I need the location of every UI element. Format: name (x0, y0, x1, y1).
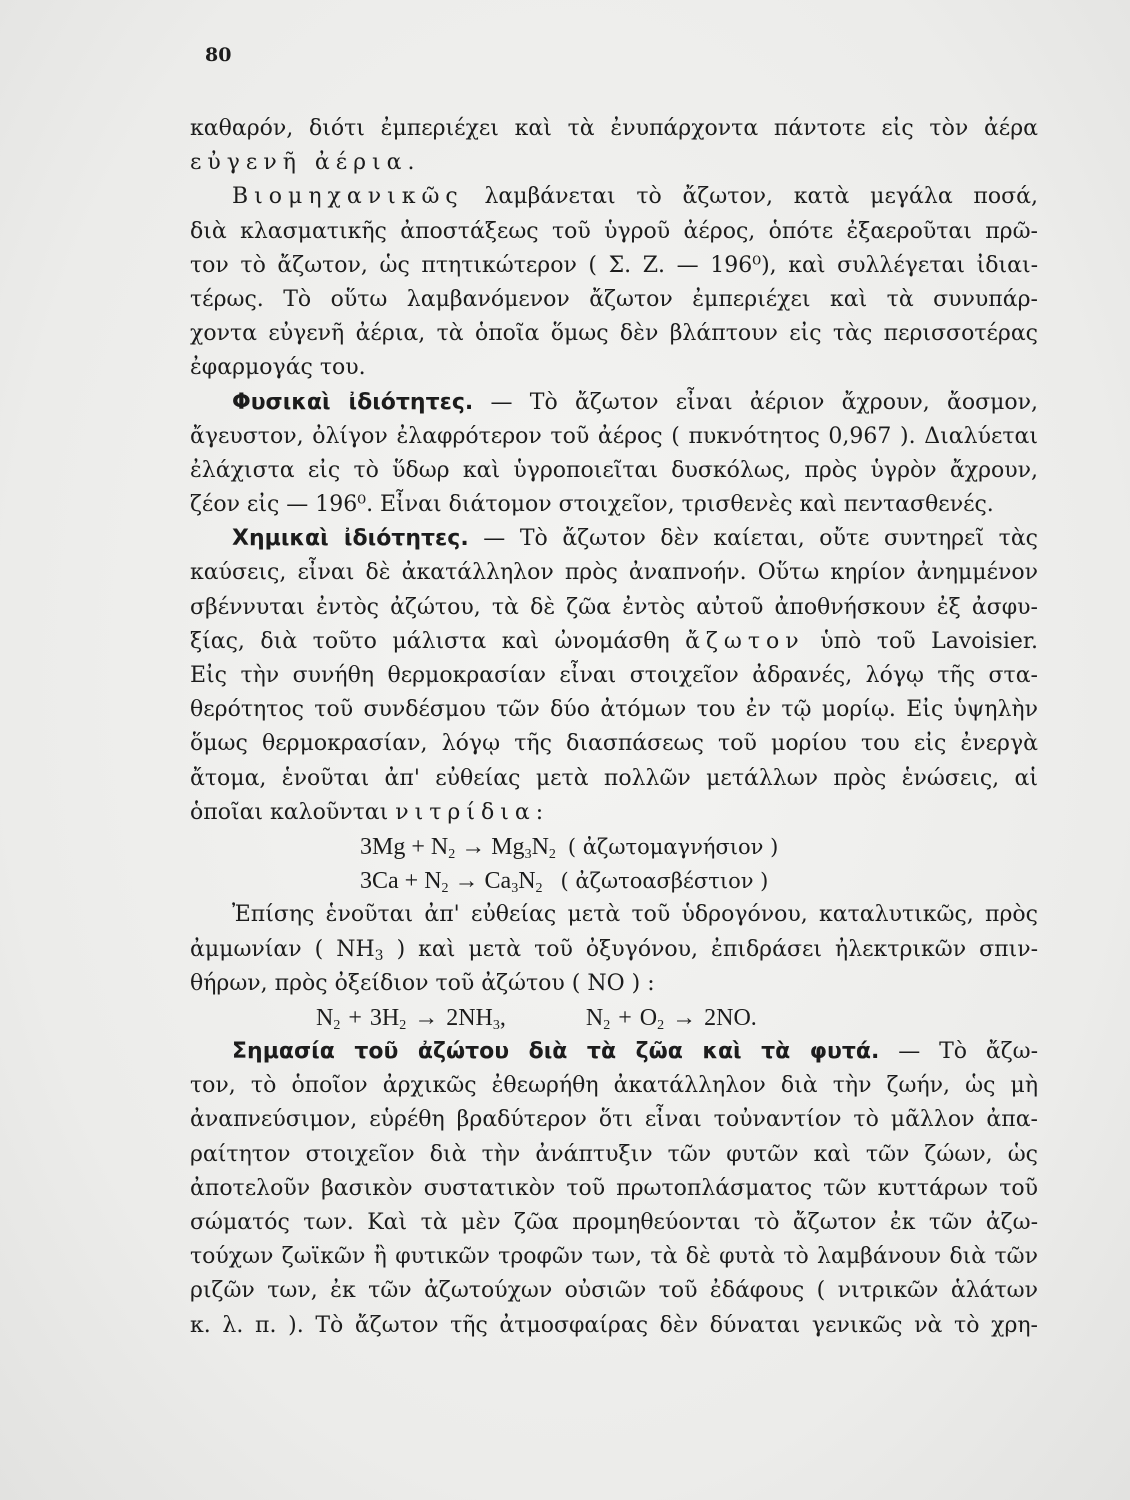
page-body (190, 112, 1038, 1343)
text-line: ὅμως θερμοκρασίαν, λόγῳ τῆς διασπάσεως τοῦ μορίου του εἰς ἐνεργὰ (190, 731, 1038, 757)
section-heading-line (190, 522, 1038, 556)
text-line: ἄτομα, ἑνοῦται ἀπ' εὐθείας μετὰ πολλῶν μετάλλων πρὸς ἑνώσεις, αἱ (190, 765, 1038, 791)
equation-ammonia-and-nitric-oxide: $N_2 + 3H_2 \to 2NH_3$, $N_2 + O_2 \to 2NO$. (316, 1004, 757, 1033)
text-line (190, 796, 1038, 830)
text-line (190, 933, 1038, 967)
text-line: καύσεις, εἶναι δὲ ἀκατάλληλον πρὸς ἀναπνοήν. Οὕτω κηρίον ἀνημμένον (190, 560, 1038, 586)
text-segment: ξίας, διὰ τοῦτο μάλιστα καὶ ὠνομάσθη (190, 628, 670, 654)
section-heading: Χημικαὶ ἰδιότητες. (232, 526, 469, 552)
paragraph-first-line (190, 180, 1038, 214)
spaced-term: ἄζωτον (685, 628, 805, 654)
section-heading: Φυσικαὶ ἰδιότητες. (232, 389, 474, 415)
text-line: ραίτητον στοιχεῖον διὰ τὴν ἀνάπτυξιν τῶν φυτῶν καὶ τῶν ζώων, ὡς (190, 1141, 1038, 1167)
spaced-term: νιτρίδια: (395, 799, 550, 825)
text-line: κ. λ. π. ). Τὸ ἄζωτον τῆς ἀτμοσφαίρας δὲν δύναται γενικῶς νὰ τὸ χρη- (190, 1312, 1038, 1338)
text-line: σβέννυται ἐντὸς ἀζώτου, τὰ δὲ ζῶα ἐντὸς αὐτοῦ ἀποθνήσκουν ἐξ ἀσφυ- (190, 594, 1038, 620)
text-segment: — Τὸ ἄζωτον δὲν καίεται, οὔτε συντηρεῖ τὰς (483, 526, 1038, 552)
section-heading: Σημασία τοῦ ἀζώτου διὰ τὰ ζῶα καὶ τὰ φυτά. (232, 1039, 880, 1065)
text-segment: ὁποῖαι καλοῦνται (190, 799, 389, 825)
equation-label: ( ἀζωτοασβέστιον ) (560, 869, 769, 894)
text-line: τούχων ζωϊκῶν ἢ φυτικῶν τροφῶν των, τὰ δὲ φυτὰ τὸ λαμβάνουν διὰ τῶν (190, 1244, 1038, 1270)
text-line: ἄγευστον, ὀλίγον ἐλαφρότερον τοῦ ἀέρος ( πυκνότητος 0,967 ). Διαλύεται (190, 423, 1038, 449)
subscript: 3 (374, 947, 384, 964)
text-line: τέρως. Τὸ οὕτω λαμβανόμενον ἄζωτον ἐμπεριέχει καὶ τὰ συνυπάρ- (190, 286, 1038, 312)
section-heading-line (190, 1035, 1038, 1069)
text-segment: ὑπὸ τοῦ Lavoisier. (820, 628, 1038, 654)
text-line: διὰ κλασματικῆς ἀποστάξεως τοῦ ὑγροῦ ἀέρος, ὁπότε ἐξαεροῦται πρῶ- (190, 218, 1038, 244)
text-line: εὐγενῆ ἀέρια. (190, 150, 421, 176)
text-line: Ἐπίσης ἑνοῦται ἀπ' εὐθείας μετὰ τοῦ ὑδρογόνου, καταλυτικῶς, πρὸς (232, 902, 1038, 928)
section-heading-line (190, 386, 1038, 420)
text-line: Εἰς τὴν συνήθη θερμοκρασίαν εἶναι στοιχεῖον ἀδρανές, λόγῳ τῆς στα- (190, 663, 1038, 688)
text-line: ριζῶν των, ἐκ τῶν ἀζωτούχων οὐσιῶν τοῦ ἐδάφους ( νιτρικῶν ἁλάτων (190, 1278, 1038, 1304)
text-line: ζέον εἰς — 196⁰. Εἶναι διάτομον στοιχεῖον, τρισθενὲς καὶ πεντασθενές. (190, 492, 994, 518)
text-line: ἐλάχιστα εἰς τὸ ὕδωρ καὶ ὑγροποιεῖται δυσκόλως, πρὸς ὑγρὸν ἄχρουν, (190, 457, 1038, 483)
text-segment: ἀμμωνίαν ( NH (190, 936, 375, 962)
text-segment: — Τὸ ἄζω- (898, 1039, 1039, 1065)
text-line: τον τὸ ἄζωτον, ὡς πτητικώτερον ( Σ. Ζ. — 196⁰), καὶ συλλέγεται ἰδιαι- (190, 252, 1038, 278)
text-line: ἀποτελοῦν βασικὸν συστατικὸν τοῦ πρωτοπλάσματος τῶν κυττάρων τοῦ (190, 1175, 1038, 1201)
equation-calcium-nitride: $3Ca + N_2 \to Ca_3N_2$ ( ἀζωτοασβέστιον ) (360, 868, 769, 897)
text-line: θήρων, πρὸς ὀξείδιον τοῦ ἀζώτου ( ΝΟ ) : (190, 970, 655, 996)
text-segment: λαμβάνεται τὸ ἄζωτον, κατὰ μεγάλα ποσά, (484, 184, 1038, 210)
text-line: ἀναπνεύσιμον, εὑρέθη βραδύτερον ὅτι εἶναι τοὐναντίον τὸ μᾶλλον ἀπα- (190, 1107, 1038, 1133)
text-line: χοντα εὐγενῆ ἀέρια, τὰ ὁποῖα ὅμως δὲν βλάπτουν εἰς τὰς περισσοτέρας (190, 321, 1038, 347)
spaced-term: Βιομηχανικῶς (232, 184, 464, 210)
text-line: ἐφαρμογάς του. (190, 355, 366, 381)
text-segment: — Τὸ ἄζωτον εἶναι ἀέριον ἄχρουν, ἄοσμον, (490, 389, 1039, 415)
page-number: 80 (205, 44, 232, 66)
equation-magnesium-nitride: $3Mg + N_2 \to Mg_3N_2$ ( ἀζωτομαγνήσιον ) (360, 833, 779, 862)
text-line: σώματός των. Καὶ τὰ μὲν ζῶα προμηθεύονται τὸ ἄζωτον ἐκ τῶν ἀζω- (190, 1210, 1038, 1235)
text-line: θερότητος τοῦ συνδέσμου τῶν δύο ἀτόμων του ἐν τῷ μορίῳ. Εἰς ὑψηλὴν (190, 697, 1038, 723)
text-line (190, 625, 1038, 659)
equation-label: ( ἀζωτομαγνήσιον ) (567, 834, 779, 859)
text-line: καθαρόν, διότι ἐμπεριέχει καὶ τὰ ἐνυπάρχοντα πάντοτε εἰς τὸν ἀέρα (190, 116, 1038, 141)
text-segment: ) καὶ μετὰ τοῦ ὀξυγόνου, ἐπιδράσει ἠλεκτρικῶν σπιν- (396, 936, 1038, 962)
text-line: τον, τὸ ὁποῖον ἀρχικῶς ἐθεωρήθη ἀκατάλληλον διὰ τὴν ζωήν, ὡς μὴ (190, 1073, 1038, 1099)
